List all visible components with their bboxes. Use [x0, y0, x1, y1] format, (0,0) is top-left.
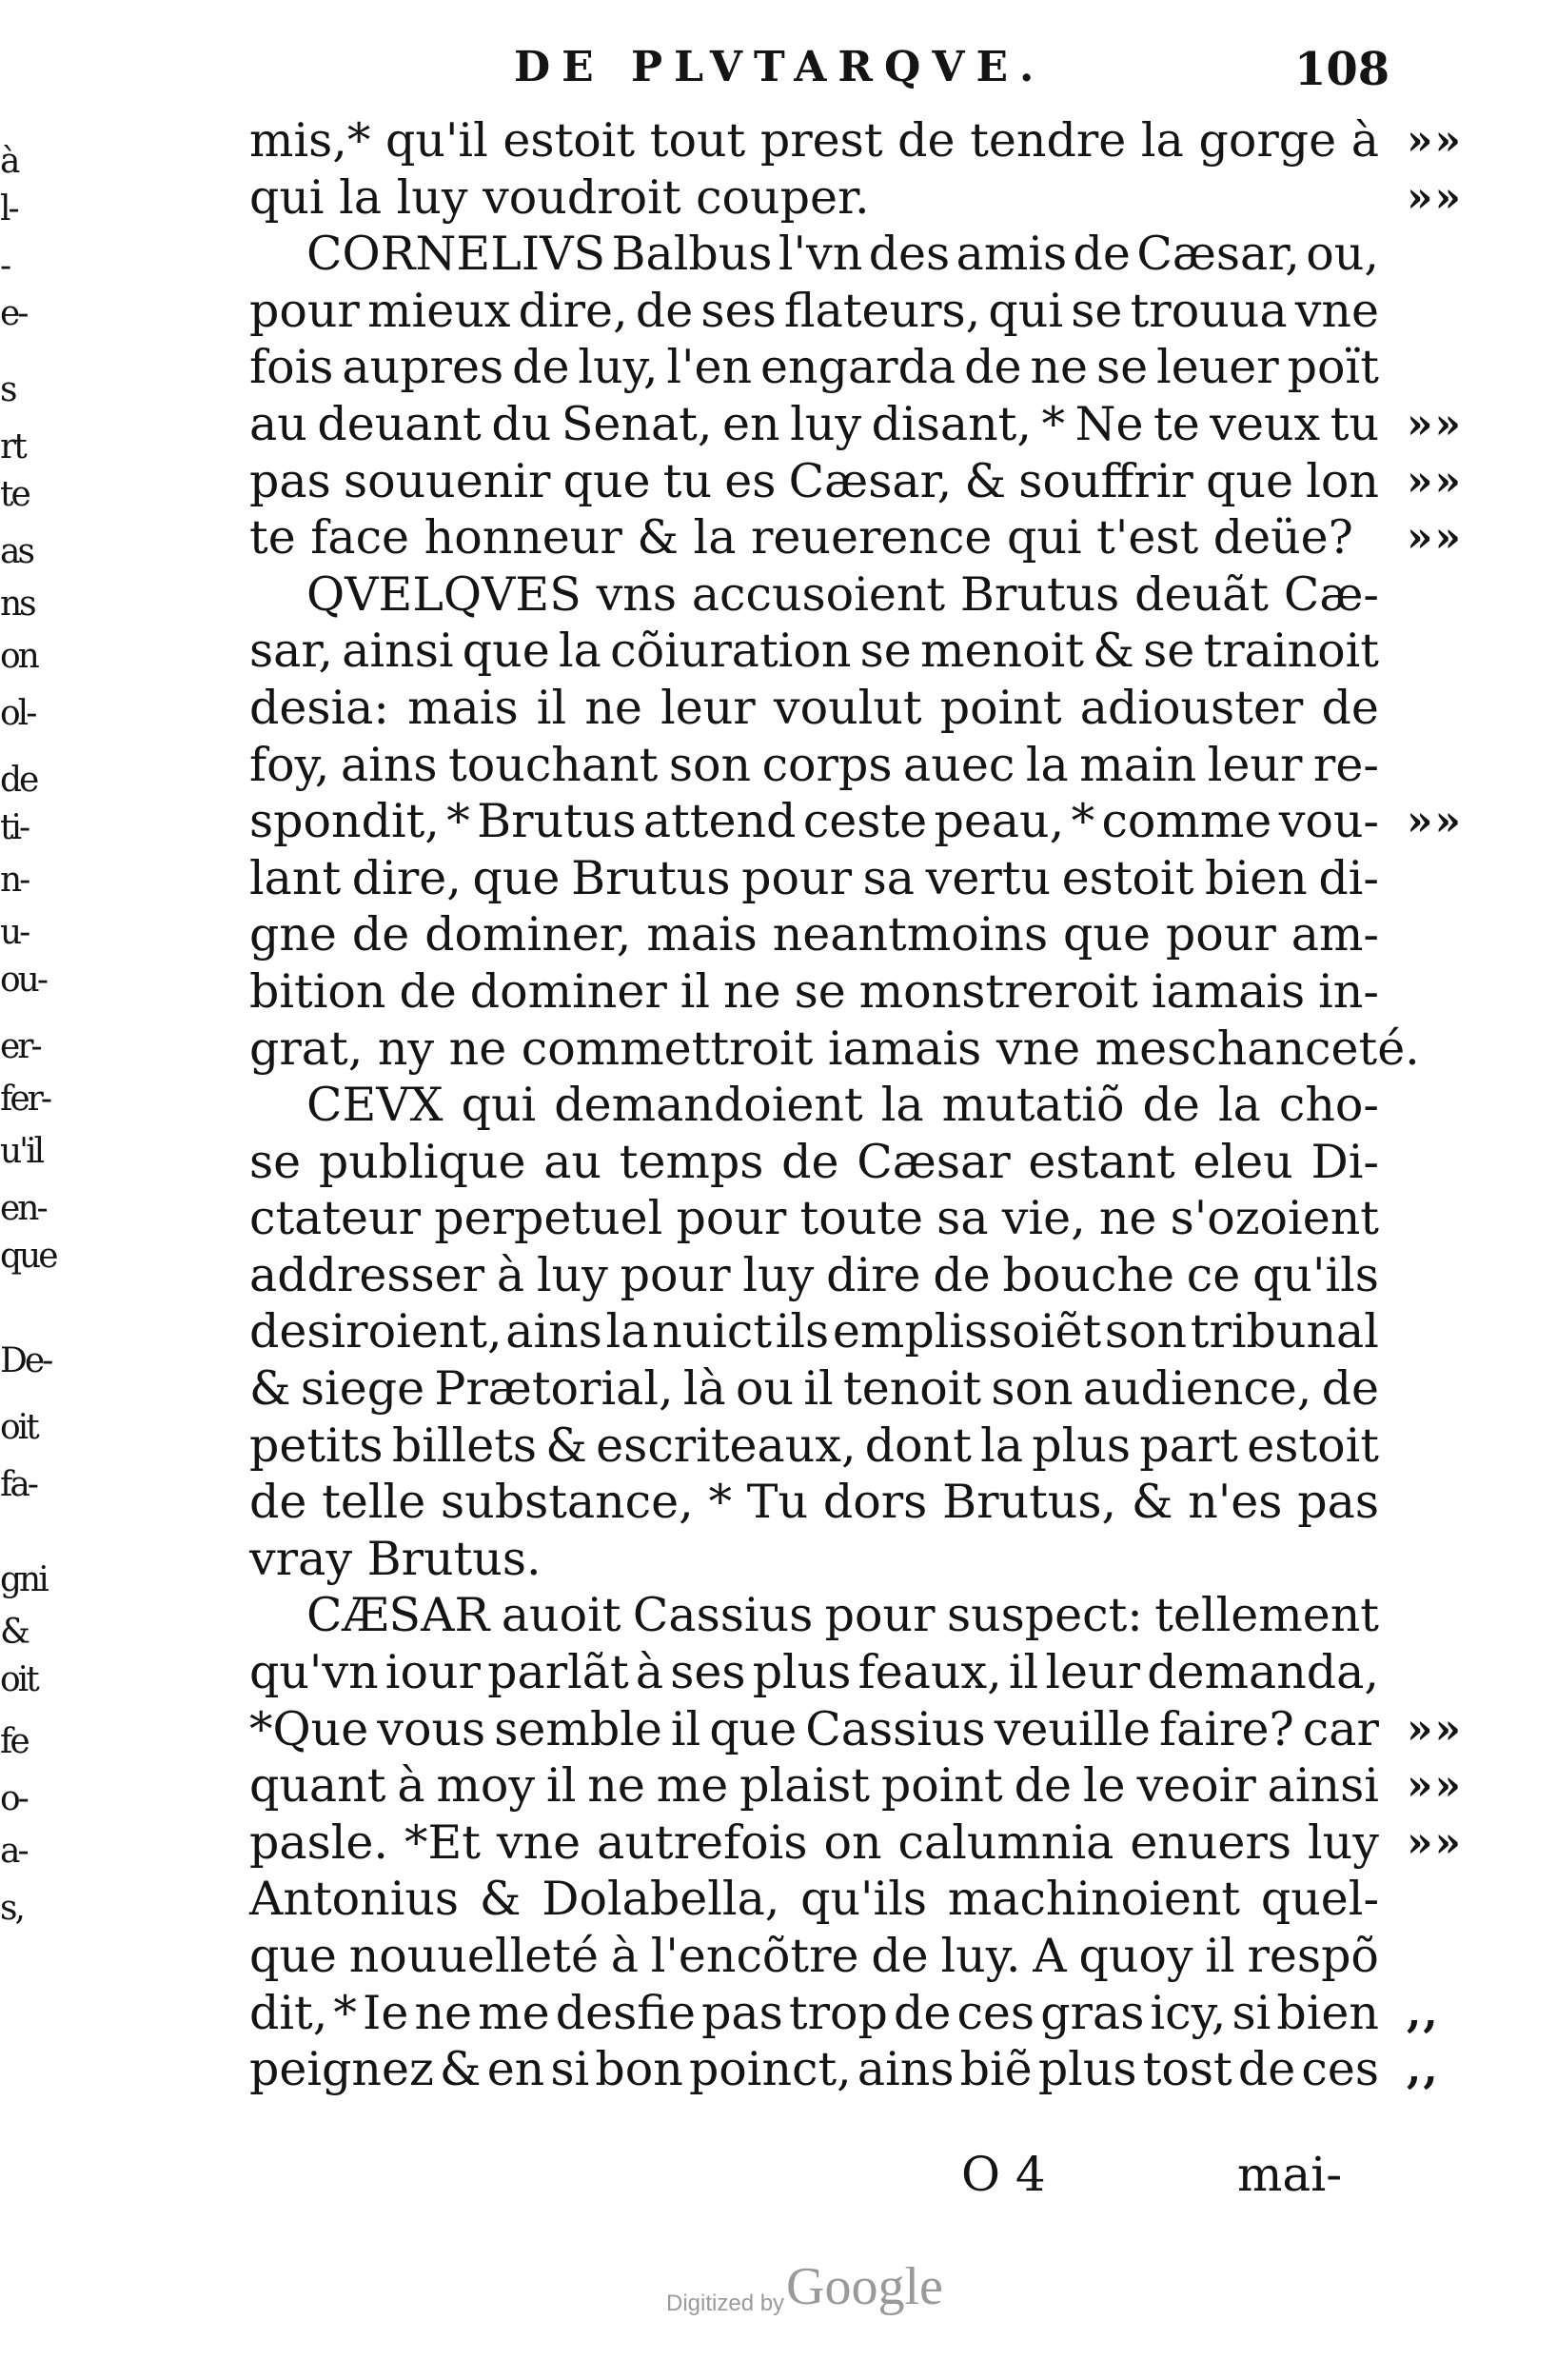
gutter-fragment: ou- [0, 962, 47, 1000]
text-line: au deuant du Senat, en luy disant, * Ne te veux tu [249, 396, 1379, 451]
quote-mark: »» [1407, 513, 1463, 563]
text-line: & siege Prætorial, là ou il tenoit son audience, de [249, 1361, 1379, 1417]
digitized-watermark [666, 2256, 971, 2332]
text-line: peignez & en si bon poinct, ains biẽ plus tost de ces [249, 2042, 1379, 2097]
catchword: mai- [1237, 2147, 1343, 2202]
gutter-fragment: s [0, 371, 15, 409]
text-line: CÆSAR auoit Cassius pour suspect: tellement [306, 1588, 1379, 1643]
digitized-label: Digitized by [666, 2291, 785, 2316]
text-line: se publique au temps de Cæsar estant eleu Di- [249, 1134, 1379, 1189]
gutter-fragment: - [0, 248, 10, 286]
quote-mark: »» [1407, 172, 1463, 222]
gutter-fragment: a- [0, 1833, 27, 1871]
gutter-fragment: n- [0, 862, 29, 900]
text-line: ctateur perpetuel pour toute sa vie, ne s'ozoient [249, 1191, 1379, 1246]
signature-mark: O 4 [961, 2147, 1046, 2202]
text-line: CORNELIVS Balbus l'vn des amis de Cæsar, ou, [306, 227, 1379, 282]
text-line: petits billets & escriteaux, dont la plus part estoit [249, 1418, 1379, 1473]
text-line: QVELQVES vns accusoient Brutus deuãt Cæ- [306, 566, 1379, 622]
gutter-fragment: ti- [0, 809, 29, 847]
gutter-fragment: te [0, 476, 29, 514]
quote-mark: ,, [1407, 1988, 1440, 2037]
gutter-fragment: de [0, 762, 37, 800]
text-line: sar, ainsi que la cõiuration se menoit & se trainoit [249, 624, 1379, 679]
gutter-fragment: fa- [0, 1466, 36, 1504]
gutter-fragment: on [0, 638, 37, 676]
text-line: Antonius & Dolabella, qu'ils machinoient quel- [249, 1872, 1379, 1927]
text-line: mis,* qu'il estoit tout prest de tendre la gorge à [249, 113, 1379, 168]
gutter-fragment: à [0, 143, 18, 181]
text-line: dit, * Ie ne me desfie pas trop de ces gras icy, si bien [249, 1985, 1379, 2040]
quote-mark: »» [1407, 1704, 1463, 1754]
page-number: 108 [1294, 43, 1390, 96]
text-line: quant à moy il ne me plaist point de le veoir ainsi [249, 1758, 1379, 1814]
text-line: que nouuelleté à l'encõtre de luy. A quoy il respõ [249, 1929, 1379, 1983]
gutter-fragment: er- [0, 1028, 40, 1066]
gutter-fragment: que [0, 1238, 56, 1276]
text-line: spondit, * Brutus attend ceste peau, * comme vou- [249, 794, 1379, 849]
quote-mark: »» [1407, 400, 1463, 448]
gutter-fragment: oit [0, 1661, 37, 1699]
text-line: CEVX qui demandoient la mutatiõ de la cho- [306, 1078, 1379, 1133]
gutter-fragment: fe [0, 1723, 28, 1761]
text-line: pour mieux dire, de ses flateurs, qui se trouua vne [249, 283, 1379, 338]
text-line: desia: mais il ne leur voulut point adiouster de [249, 680, 1379, 735]
gutter-fragment: en- [0, 1190, 46, 1228]
page-header [457, 43, 1409, 109]
text-line: addresser à luy pour luy dire de bouche ce qu'ils [249, 1247, 1379, 1302]
text-line: bition de dominer il ne se monstreroit iamais in- [249, 963, 1379, 1019]
text-line: vray Brutus. [249, 1531, 542, 1586]
quote-mark: »» [1407, 116, 1463, 165]
text-line: qu'vn iour parlãt à ses plus feaux, il leur demanda, [249, 1645, 1379, 1700]
gutter-fragment: l- [0, 190, 17, 228]
text-line: gne de dominer, mais neantmoins que pour am- [249, 907, 1379, 962]
text-line: de telle substance, * Tu dors Brutus, & n'es pas [249, 1475, 1379, 1530]
text-line: pasle. *Et vne autrefois on calumnia enuers luy [249, 1815, 1379, 1870]
quote-mark: »» [1407, 456, 1463, 506]
quote-mark: »» [1407, 1761, 1463, 1811]
facing-page-fragments [0, 0, 57, 2380]
gutter-fragment: gni [0, 1561, 47, 1599]
gutter-fragment: u'il [0, 1133, 43, 1171]
text-line: fois aupres de luy, l'en engarda de ne se leuer poït [249, 340, 1379, 395]
gutter-fragment: e- [0, 295, 27, 333]
google-logo: Google [786, 2257, 943, 2316]
gutter-fragment: ns [0, 585, 34, 624]
text-line: *Que vous semble il que Cassius veuille faire? car [249, 1701, 1379, 1756]
text-line: foy, ains touchant son corps auec la main leur re- [249, 737, 1379, 792]
text-line: qui la luy voudroit couper. [249, 169, 870, 225]
gutter-fragment: u- [0, 914, 29, 952]
gutter-fragment: o- [0, 1780, 27, 1818]
gutter-fragment: ol- [0, 695, 35, 733]
quote-mark: ,, [1407, 2045, 1440, 2094]
text-line: te face honneur & la reuerence qui t'est deüe? [249, 510, 1353, 565]
text-line: desiroient, ains la nuict ils emplissoiẽt son tribunal [249, 1304, 1379, 1359]
gutter-fragment: as [0, 533, 32, 571]
gutter-fragment: De- [0, 1342, 51, 1380]
running-title: DE PLVTARQVE. [514, 43, 1046, 91]
quote-mark: »» [1407, 1818, 1463, 1867]
gutter-fragment: & [0, 1614, 29, 1652]
quote-mark: »» [1407, 797, 1463, 846]
gutter-fragment: fer- [0, 1081, 50, 1119]
page-footer [0, 2147, 1557, 2213]
gutter-fragment: s, [0, 1890, 23, 1928]
text-line: grat, ny ne commettroit iamais vne meschanceté. [249, 1021, 1420, 1076]
gutter-fragment: oit [0, 1409, 37, 1447]
gutter-fragment: rt [0, 428, 25, 466]
body-text [249, 112, 1420, 2098]
text-line: lant dire, que Brutus pour sa vertu estoit bien di- [249, 850, 1379, 905]
text-line: pas souuenir que tu es Cæsar, & souffrir que lon [249, 453, 1379, 508]
